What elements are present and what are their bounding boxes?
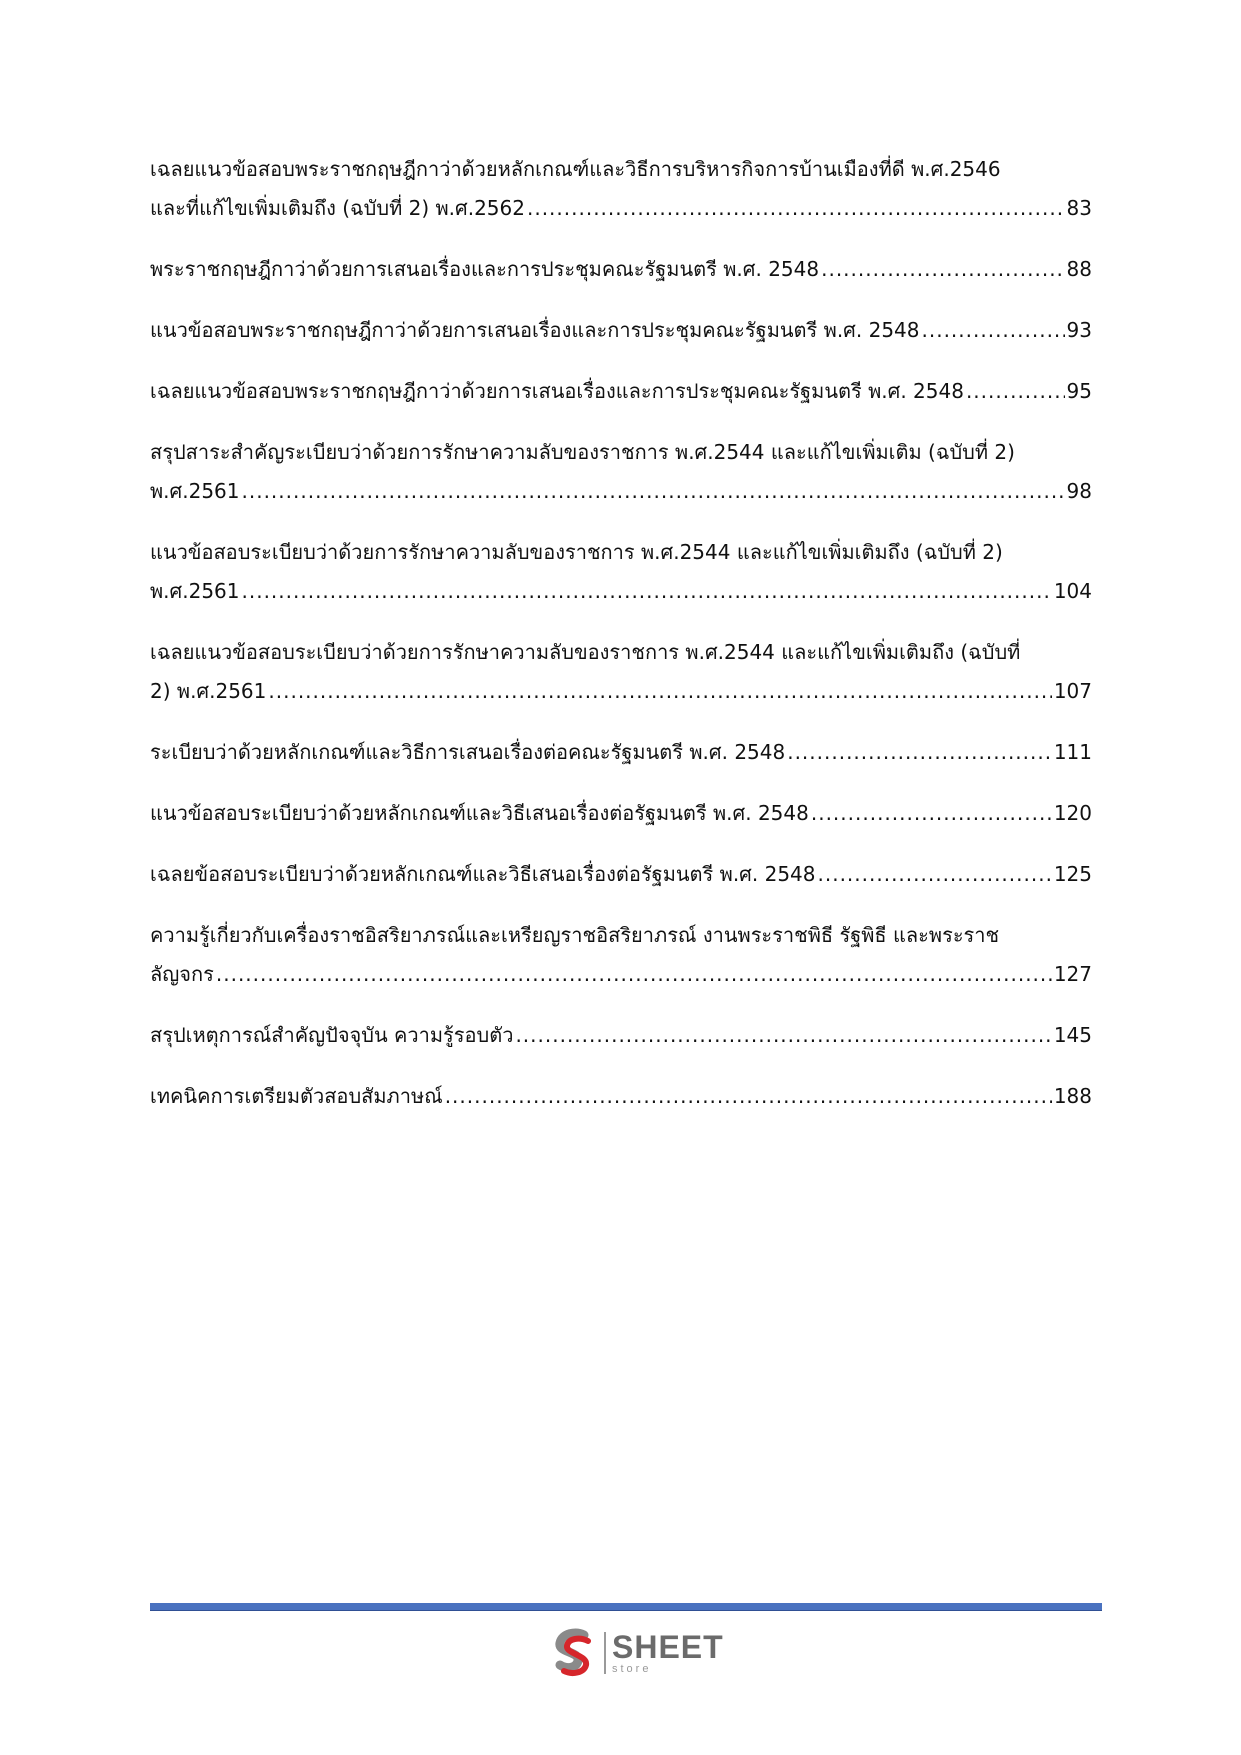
sheet-store-logo-icon [548,1627,600,1679]
toc-entry-title: แนวข้อสอบระเบียบว่าด้วยการรักษาความลับของราชการ พ.ศ.2544 และแก้ไขเพิ่มเติมถึง (ฉบับที่ 2) [150,540,1003,564]
toc-entry-title: พระราชกฤษฎีกาว่าด้วยการเสนอเรื่องและการประชุมคณะรัฐมนตรี พ.ศ. 2548 [150,257,820,281]
sheet-store-logo [548,1625,724,1681]
logo-divider [604,1632,606,1674]
toc-entry-title: เฉลยแนวข้อสอบพระราชกฤษฎีกาว่าด้วยการเสนอเรื่องและการประชุมคณะรัฐมนตรี พ.ศ. 2548 [150,379,964,403]
toc-entry-title-continued: พ.ศ.2561 [150,479,240,503]
table-of-contents [150,150,1092,1138]
dot-leader [966,372,1065,411]
toc-entry[interactable] [150,855,1092,894]
toc-entry-title: เทคนิคการเตรียมตัวสอบสัมภาษณ์ [150,1084,443,1108]
toc-entry[interactable] [150,1016,1092,1055]
toc-entry-title: แนวข้อสอบพระราชกฤษฎีกาว่าด้วยการเสนอเรื่องและการประชุมคณะรัฐมนตรี พ.ศ. 2548 [150,318,920,342]
dot-leader [268,672,1051,711]
toc-entry-title-continued: ลัญจกร [150,962,214,986]
toc-page-number: 88 [1066,257,1092,281]
toc-page-number: 145 [1053,1023,1092,1047]
toc-entry-title: ระเบียบว่าด้วยหลักเกณฑ์และวิธีการเสนอเรื่องต่อคณะรัฐมนตรี พ.ศ. 2548 [150,740,786,764]
dot-leader [922,311,1065,350]
toc-page-number: 95 [1066,379,1092,403]
logo-subword: store [612,1663,652,1675]
dot-leader [216,955,1052,994]
toc-page-number: 83 [1066,196,1092,220]
toc-entry-title: เฉลยแนวข้อสอบระเบียบว่าด้วยการรักษาความลับของราชการ พ.ศ.2544 และแก้ไขเพิ่มเติมถึง (ฉบับที่ [150,640,1021,664]
toc-page-number: 104 [1053,579,1092,603]
toc-page-number: 120 [1053,801,1092,825]
toc-page-number: 93 [1066,318,1092,342]
toc-page-number: 127 [1053,962,1092,986]
toc-entry[interactable] [150,311,1092,350]
toc-entry[interactable] [150,794,1092,833]
toc-page-number: 111 [1053,740,1092,764]
dot-leader [242,572,1052,611]
dot-leader [242,472,1065,511]
toc-entry-title-continued: พ.ศ.2561 [150,579,240,603]
toc-entry[interactable] [150,150,1092,228]
dot-leader [787,733,1052,772]
toc-page-number: 107 [1053,679,1092,703]
toc-page-number: 188 [1053,1084,1092,1108]
toc-entry[interactable] [150,916,1092,994]
toc-entry-title: เฉลยข้อสอบระเบียบว่าด้วยหลักเกณฑ์และวิธีเสนอเรื่องต่อรัฐมนตรี พ.ศ. 2548 [150,862,816,886]
toc-page-number: 98 [1066,479,1092,503]
dot-leader [821,250,1064,289]
toc-entry-title: แนวข้อสอบระเบียบว่าด้วยหลักเกณฑ์และวิธีเสนอเรื่องต่อรัฐมนตรี พ.ศ. 2548 [150,801,809,825]
dot-leader [811,794,1052,833]
toc-entry[interactable] [150,1077,1092,1116]
logo-word: SHEET [612,1629,724,1665]
toc-entry-title: ความรู้เกี่ยวกับเครื่องราชอิสริยาภรณ์และเหรียญราชอิสริยาภรณ์ งานพระราชพิธี รัฐพิธี และพระราช [150,923,1000,947]
toc-entry-title: เฉลยแนวข้อสอบพระราชกฤษฎีกาว่าด้วยหลักเกณฑ์และวิธีการบริหารกิจการบ้านเมืองที่ดี พ.ศ.2546 [150,157,1001,181]
toc-page-number: 125 [1053,862,1092,886]
toc-entry[interactable] [150,733,1092,772]
toc-entry[interactable] [150,372,1092,411]
dot-leader [818,855,1052,894]
toc-entry[interactable] [150,433,1092,511]
dot-leader [515,1016,1051,1055]
toc-entry-title: สรุปสาระสำคัญระเบียบว่าด้วยการรักษาความลับของราชการ พ.ศ.2544 และแก้ไขเพิ่มเติม (ฉบับที่ 2) [150,440,1015,464]
toc-entry[interactable] [150,633,1092,711]
toc-entry[interactable] [150,250,1092,289]
footer-rule [150,1603,1102,1611]
toc-entry-title-continued: และที่แก้ไขเพิ่มเติมถึง (ฉบับที่ 2) พ.ศ.2562 [150,196,525,220]
logo-text [612,1631,724,1675]
toc-entry[interactable] [150,533,1092,611]
dot-leader [527,189,1065,228]
dot-leader [445,1077,1052,1116]
toc-entry-title-continued: 2) พ.ศ.2561 [150,679,267,703]
toc-entry-title: สรุปเหตุการณ์สำคัญปัจจุบัน ความรู้รอบตัว [150,1023,514,1047]
